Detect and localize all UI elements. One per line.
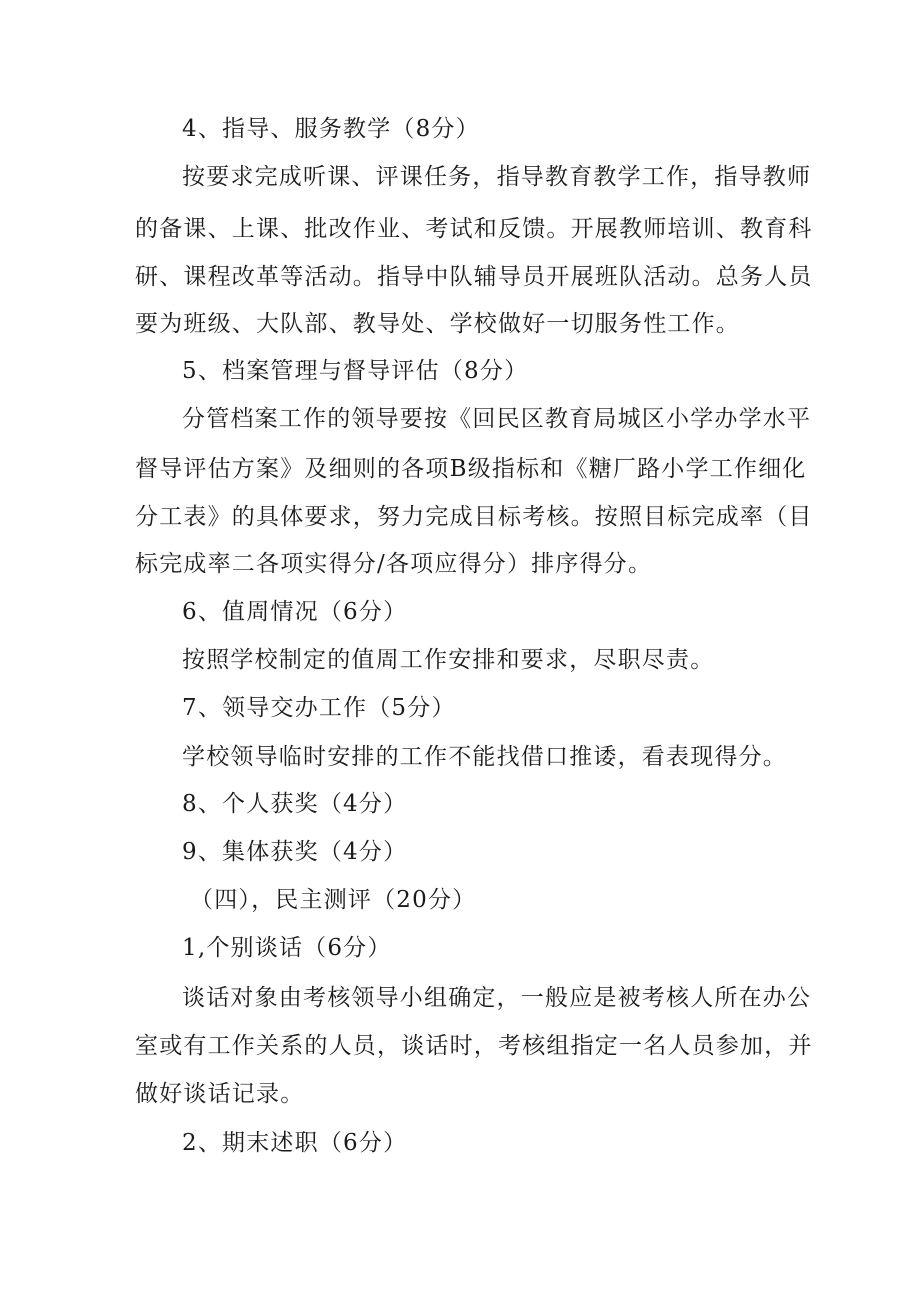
section-7-heading: 7、领导交办工作（5分） [182,695,456,721]
section-4-paragraph-line-2: 的备课、上课、批改作业、考试和反馈。开展教师培训、教育科 [135,216,813,242]
subsection-1-paragraph-line-3: 做好谈话记录。 [135,1081,305,1107]
section-5-paragraph-line-3: 分工表》的具体要求，努力完成目标考核。按照目标完成率（目 [135,504,813,530]
section-6-paragraph-line-1: 按照学校制定的值周工作安排和要求，尽职尽责。 [182,647,715,673]
section-4-heading: 4、指导、服务教学（8分） [182,116,480,142]
section-5-paragraph-line-4: 标完成率二各项实得分/各项应得分）排序得分。 [135,551,653,577]
section-4-paragraph-line-1: 按要求完成听课、评课任务，指导教育教学工作，指导教师 [182,164,812,190]
section-5-heading: 5、档案管理与督导评估（8分） [182,358,529,384]
part-4-heading: （四），民主测评（20分） [190,887,477,913]
subsection-1-paragraph-line-2: 室或有工作关系的人员，谈话时，考核组指定一名人员参加，并 [135,1033,813,1059]
section-6-heading: 6、值周情况（6分） [182,599,408,625]
subsection-1-paragraph-line-1: 谈话对象由考核领导小组确定，一般应是被考核人所在办公 [182,985,812,1011]
section-8-heading: 8、个人获奖（4分） [182,791,408,817]
subsection-1-heading: 1,个别谈话（6分） [182,935,392,961]
section-4-paragraph-line-4: 要为班级、大队部、教导处、学校做好一切服务性工作。 [135,311,740,337]
section-5-paragraph-line-1: 分管档案工作的领导要按《回民区教育局城区小学办学水平 [182,406,812,432]
section-5-paragraph-line-2: 督导评估方案》及细则的各项B级指标和《糖厂路小学工作细化 [135,456,807,482]
section-9-heading: 9、集体获奖（4分） [182,839,408,865]
section-4-paragraph-line-3: 研、课程改革等活动。指导中队辅导员开展班队活动。总务人员 [135,264,813,290]
section-7-paragraph-line-1: 学校领导临时安排的工作不能找借口推诿，看表现得分。 [182,744,787,770]
subsection-2-heading: 2、期末述职（6分） [182,1130,408,1156]
